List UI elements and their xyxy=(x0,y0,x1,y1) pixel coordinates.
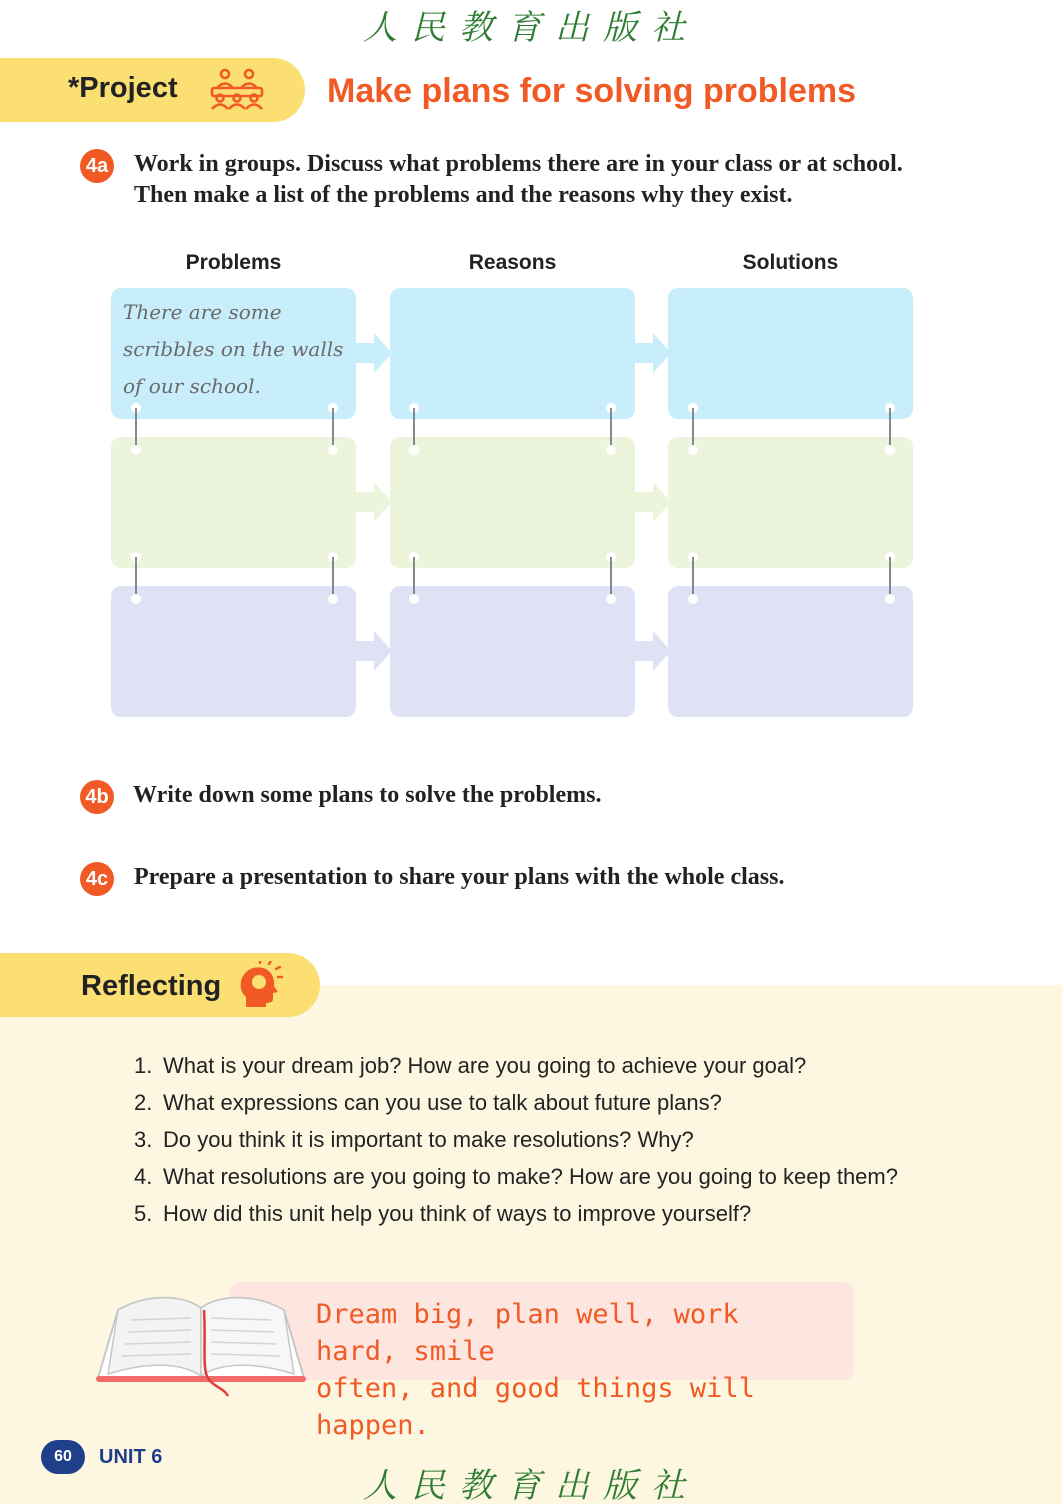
header-solutions: Solutions xyxy=(742,251,839,274)
arrow-icon xyxy=(352,631,394,671)
binder-ring-icon xyxy=(605,551,617,605)
list-item xyxy=(134,1121,898,1158)
binder-ring-icon xyxy=(687,551,699,605)
publisher-name-bottom: 人民教育出版社 xyxy=(363,1466,699,1506)
task-4a-line-1: Work in groups. Discuss what problems there are in your class or at school. xyxy=(134,151,903,177)
binder-ring-icon xyxy=(327,551,339,605)
task-4c-badge: 4c xyxy=(80,862,114,896)
task-4b-badge: 4b xyxy=(80,780,114,814)
problem-box-1[interactable] xyxy=(111,288,356,419)
task-4a-instruction xyxy=(134,149,903,211)
binder-ring-icon xyxy=(884,402,896,456)
reason-box-3[interactable] xyxy=(390,586,635,717)
project-title: Make plans for solving problems xyxy=(327,72,857,110)
question-text: Do you think it is important to make resolutions? Why? xyxy=(163,1127,694,1152)
example-problem-text: There are some scribbles on the walls of our school. xyxy=(123,300,344,398)
binder-ring-icon xyxy=(408,551,420,605)
solution-box-2[interactable] xyxy=(668,437,913,568)
question-text: What expressions can you use to talk about future plans? xyxy=(163,1090,722,1115)
binder-ring-icon xyxy=(408,402,420,456)
question-number: 4. xyxy=(134,1164,153,1189)
binder-ring-icon xyxy=(884,551,896,605)
binder-ring-icon xyxy=(327,402,339,456)
solution-box-3[interactable] xyxy=(668,586,913,717)
question-number: 2. xyxy=(134,1090,153,1115)
group-of-people-icon xyxy=(208,68,266,110)
arrow-icon xyxy=(352,333,394,373)
reflecting-label: Reflecting xyxy=(81,970,222,1002)
problem-box-3[interactable] xyxy=(111,586,356,717)
question-number: 3. xyxy=(134,1127,153,1152)
task-4c-instruction: Prepare a presentation to share your plans with the whole class. xyxy=(134,864,785,890)
binder-ring-icon xyxy=(130,551,142,605)
reason-box-2[interactable] xyxy=(390,437,635,568)
reason-box-1[interactable] xyxy=(390,288,635,419)
task-4a-badge: 4a xyxy=(80,149,114,183)
page-number: 60 xyxy=(41,1440,85,1474)
binder-ring-icon xyxy=(605,402,617,456)
question-number: 5. xyxy=(134,1201,153,1226)
question-text: What is your dream job? How are you going to achieve your goal? xyxy=(163,1053,807,1078)
quote-line-2: often, and good things will happen. xyxy=(316,1373,755,1441)
publisher-name-top: 人民教育出版社 xyxy=(363,8,699,48)
quote-line-1: Dream big, plan well, work hard, smile xyxy=(316,1299,739,1367)
task-4a-line-2: Then make a list of the problems and the reasons why they exist. xyxy=(134,182,793,208)
problem-box-2[interactable] xyxy=(111,437,356,568)
reflecting-tab xyxy=(0,953,320,1017)
header-reasons: Reasons xyxy=(468,251,557,274)
arrow-icon xyxy=(631,333,673,373)
question-number: 1. xyxy=(134,1053,153,1078)
arrow-icon xyxy=(352,482,394,522)
binder-ring-icon xyxy=(687,402,699,456)
lightbulb-head-icon xyxy=(238,961,284,1009)
binder-ring-icon xyxy=(130,402,142,456)
open-book-icon xyxy=(96,1290,306,1398)
arrow-icon xyxy=(631,482,673,522)
list-item xyxy=(134,1158,898,1195)
arrow-icon xyxy=(631,631,673,671)
project-tab xyxy=(0,58,305,122)
quote-text xyxy=(316,1296,836,1444)
reflecting-questions xyxy=(134,1047,898,1232)
project-label: *Project xyxy=(68,72,178,104)
unit-label: UNIT 6 xyxy=(99,1446,163,1468)
question-text: What resolutions are you going to make? How are you going to keep them? xyxy=(163,1164,898,1189)
list-item xyxy=(134,1084,898,1121)
solution-box-1[interactable] xyxy=(668,288,913,419)
list-item xyxy=(134,1047,898,1084)
header-problems: Problems xyxy=(185,251,282,274)
list-item xyxy=(134,1195,898,1232)
task-4b-instruction: Write down some plans to solve the problems. xyxy=(133,782,602,808)
question-text: How did this unit help you think of ways to improve yourself? xyxy=(163,1201,752,1226)
